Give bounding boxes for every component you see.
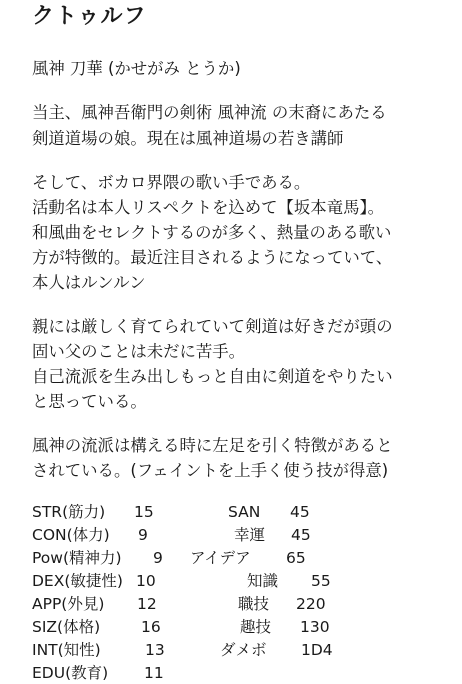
paragraph-line: そして、ボカロ界隈の歌い手である。 [32, 173, 311, 192]
stat-label: APP(外見) [32, 595, 105, 613]
paragraph-line: されている。(フェイントを上手く使う技が得意) [32, 461, 389, 480]
stat-value: 220 [296, 595, 326, 613]
stat-label: 職技 [238, 595, 270, 613]
stat-value: 45 [291, 526, 311, 544]
character-name: 風神 刀華 (かせがみ とうか) [32, 59, 241, 78]
paragraph-line: 当主、風神吾衛門の剣術 風神流 の末裔にあたる [32, 103, 387, 122]
stat-value: 9 [138, 526, 148, 544]
paragraph-line: 固い父のことは未だに苦手。 [32, 342, 246, 361]
stat-value: 13 [145, 641, 165, 659]
paragraph-line: 方が特徴的。最近注目されるようになっていて、 [32, 248, 393, 267]
stat-value: 11 [144, 664, 164, 682]
stat-value: 1D4 [301, 641, 333, 659]
paragraph-line: と思っている。 [32, 392, 147, 411]
paragraph-line: 親には厳しく育てられていて剣道は好きだが頭の [32, 317, 393, 336]
paragraph-line: 剣道道場の娘。現在は風神道場の若き講師 [32, 129, 344, 148]
paragraph-line: 活動名は本人リスペクトを込めて【坂本竜馬】。 [32, 198, 385, 217]
stat-value: 65 [286, 549, 306, 567]
stat-label: Pow(精神力) [32, 549, 122, 567]
stat-label: SIZ(体格) [32, 618, 101, 636]
stat-label: 趣技 [240, 618, 272, 636]
stat-label: アイデア [190, 549, 251, 567]
stat-value: 15 [134, 503, 154, 521]
stat-label: SAN [228, 503, 261, 521]
paragraph-line: 本人はルンルン [32, 273, 146, 292]
stat-label: ダメボ [220, 641, 267, 659]
paragraph-line: 風神の流派は構える時に左足を引く特徴があると [32, 436, 393, 455]
stat-label: INT(知性) [32, 641, 101, 659]
stat-value: 10 [136, 572, 156, 590]
stat-label: CON(体力) [32, 526, 110, 544]
stat-value: 12 [137, 595, 157, 613]
stat-value: 16 [141, 618, 161, 636]
stat-label: 幸運 [234, 526, 266, 544]
stat-value: 130 [300, 618, 330, 636]
stat-label: STR(筋力) [32, 503, 106, 521]
stat-label: EDU(教育) [32, 664, 109, 682]
stat-label: DEX(敏捷性) [32, 572, 123, 590]
stat-value: 45 [290, 503, 310, 521]
stat-value: 55 [311, 572, 331, 590]
stat-value: 9 [153, 549, 163, 567]
paragraph-line: 自己流派を生み出しもっと自由に剣道をやりたい [32, 367, 393, 386]
page-title: クトゥルフ [32, 4, 147, 29]
paragraph-line: 和風曲をセレクトするのが多く、熱量のある歌い [32, 223, 392, 242]
stat-label: 知識 [247, 572, 279, 590]
